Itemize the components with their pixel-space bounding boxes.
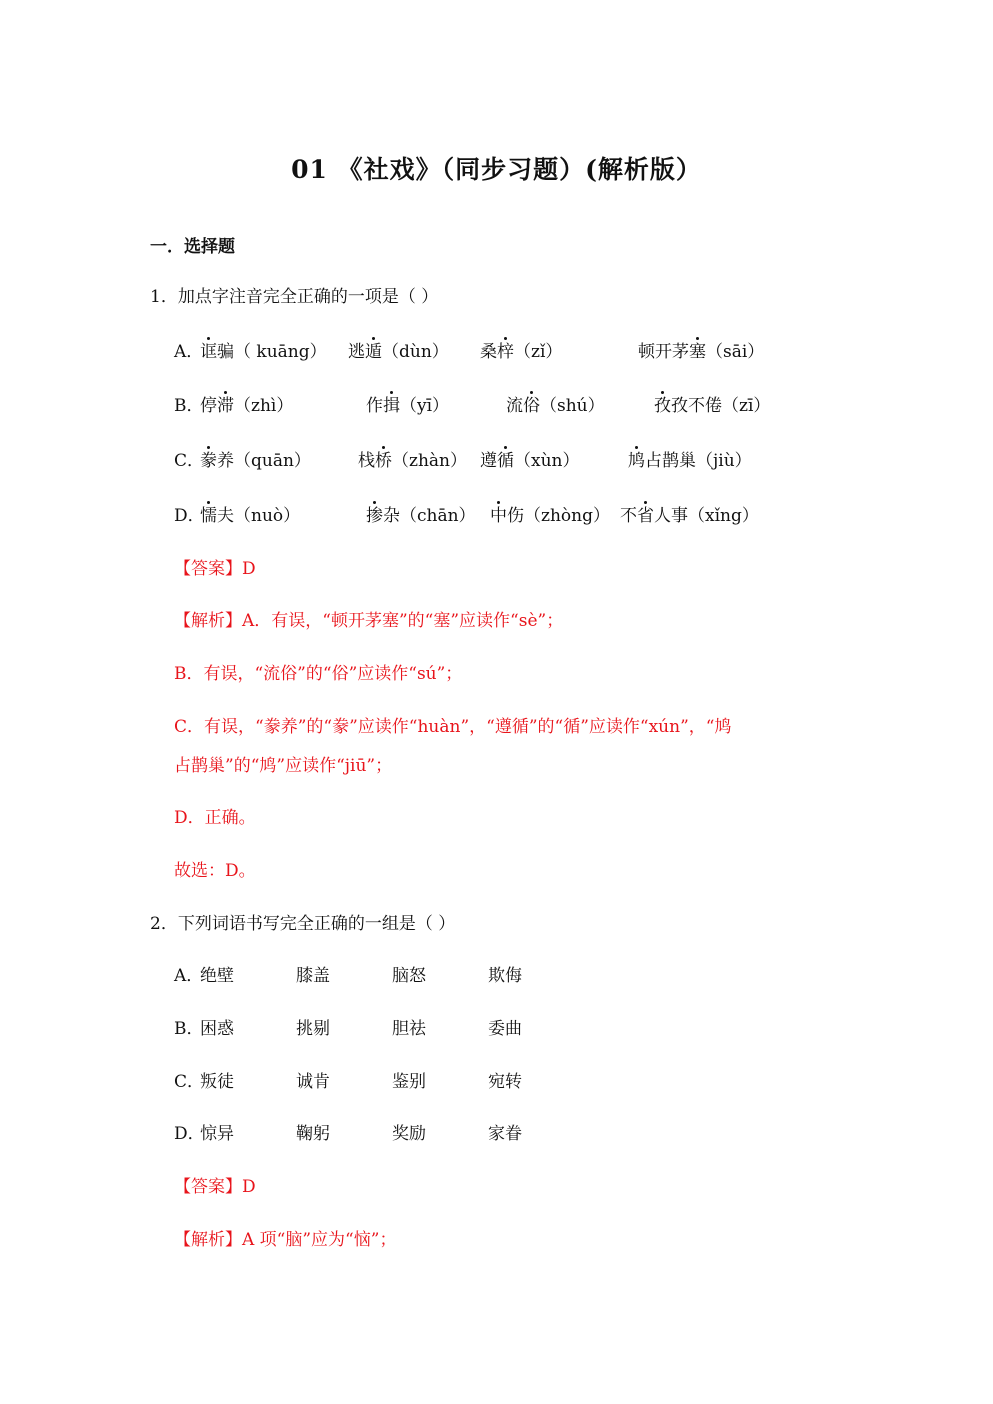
option-item: 中伤（zhòng） — [490, 506, 610, 526]
option-item: 不省人事（xǐng） — [620, 506, 759, 526]
question-1-stem: 1．加点字注音完全正确的一项是（ ） — [150, 287, 439, 307]
question-2-stem: 2．下列词语书写完全正确的一组是（ ） — [150, 914, 456, 934]
question-2-analysis-line: 【解析】A 项“脑”应为“恼”； — [174, 1230, 397, 1250]
word: 惊异 — [200, 1124, 234, 1144]
dotted-char: 孜 — [654, 396, 671, 416]
word: 困惑 — [200, 1019, 234, 1039]
dotted-char: 遁 — [365, 342, 382, 362]
question-1-analysis-line: B．有误，“流俗”的“俗”应读作“sú”； — [174, 664, 463, 684]
question-1-analysis-line: C．有误，“豢养”的“豢”应读作“huàn”，“遵循”的“循”应读作“xún”，“鸠 — [174, 717, 732, 737]
dotted-char: 梓 — [497, 342, 514, 362]
option-item: 栈桥（zhàn） — [358, 451, 467, 471]
option-item: 作揖（yī） — [366, 396, 450, 416]
dotted-char: 俗 — [523, 396, 540, 416]
option-item: 逃遁（dùn） — [348, 342, 449, 362]
page-title: 01 《社戏》（同步习题）(解析版） — [291, 155, 702, 184]
word: 胆祛 — [392, 1019, 426, 1039]
dotted-char: 豢 — [200, 451, 217, 471]
option-item: 鸠占鹊巢（jiù） — [628, 451, 752, 471]
option-item: 懦夫（nuò） — [200, 506, 301, 526]
dotted-char: 诓 — [200, 342, 217, 362]
option-item: 停滞（zhì） — [200, 396, 294, 416]
dotted-char: 滞 — [217, 396, 234, 416]
word: 鉴别 — [392, 1072, 426, 1092]
option-item: 豢养（quān） — [200, 451, 311, 471]
option-item: 诓骗（ kuāng） — [200, 342, 327, 362]
question-1-analysis-line: 【解析】A．有误，“顿开茅塞”的“塞”应读作“sè”； — [174, 611, 564, 631]
word: 家眷 — [488, 1124, 522, 1144]
word: 叛徒 — [200, 1072, 234, 1092]
section-heading: 一．选择题 — [150, 237, 235, 257]
option-item: 掺杂（chān） — [366, 506, 476, 526]
word: 绝壁 — [200, 966, 234, 986]
word: 脑怒 — [392, 966, 426, 986]
dotted-char: 懦 — [200, 506, 217, 526]
word: 诚肯 — [296, 1072, 330, 1092]
option-item: 流俗（shú） — [506, 396, 605, 416]
dotted-char: 中 — [490, 506, 507, 526]
question-1-analysis-line: 故选：D。 — [174, 861, 256, 881]
document-page: 01 《社戏》（同步习题）(解析版） 一．选择题 1．加点字注音完全正确的一项是（ ） A． 诓骗（ kuāng） 逃遁（dùn） 桑梓（zǐ） 顿开茅塞（sāi） B． 停滞（zhì） 作揖（yī） 流俗（shú） 孜孜不倦（zī） C． 豢养（quān） 栈桥（zhàn） 遵循（xùn） 鸠占鹊巢（jiù） D． 懦夫（nuò） 掺杂（chān） 中伤（zhòng） 不省人事（xǐng） 【答案】D 【解析】A．有误，“顿开茅塞”的“塞”应读作“sè”； B．有误，“流俗”的“俗”应读作“sú”； C．有误，“豢养”的“豢”应读作“huàn”，“遵循”的“循”应读作“xún”，“鸠 占鹊巢”的“鸠”应读作“jiū”； D．正确。 故选：D。 2．下列词语书写完全正确的一组是（ ） A． 绝壁 膝盖 脑怒 欺侮 B． 困惑 挑剔 胆祛 委曲 C． 叛徒 诚肯 鉴别 宛转 D． 惊异 鞠躬 奖励 家眷 【答案】D 【解析】A 项“脑”应为“恼”； — [0, 0, 993, 1404]
word: 委曲 — [488, 1019, 522, 1039]
question-1-answer: 【答案】D — [174, 559, 256, 579]
word: 挑剔 — [296, 1019, 330, 1039]
dotted-char: 桥 — [375, 451, 392, 471]
dotted-char: 鸠 — [628, 451, 645, 471]
option-item: 桑梓（zǐ） — [480, 342, 563, 362]
option-item: 遵循（xùn） — [480, 451, 580, 471]
dotted-char: 揖 — [383, 396, 400, 416]
question-1-analysis-line: 占鹊巢”的“鸠”应读作“jiū”； — [174, 756, 393, 776]
word: 欺侮 — [488, 966, 522, 986]
word: 膝盖 — [296, 966, 330, 986]
dotted-char: 循 — [497, 451, 514, 471]
word: 宛转 — [488, 1072, 522, 1092]
word: 鞠躬 — [296, 1124, 330, 1144]
option-item: 孜孜不倦（zī） — [654, 396, 771, 416]
dotted-char: 掺 — [366, 506, 383, 526]
option-item: 顿开茅塞（sāi） — [638, 342, 765, 362]
word: 奖励 — [392, 1124, 426, 1144]
question-2-answer: 【答案】D — [174, 1177, 256, 1197]
question-1-analysis-line: D．正确。 — [174, 808, 256, 828]
dotted-char: 省 — [637, 506, 654, 526]
dotted-char: 塞 — [689, 342, 706, 362]
